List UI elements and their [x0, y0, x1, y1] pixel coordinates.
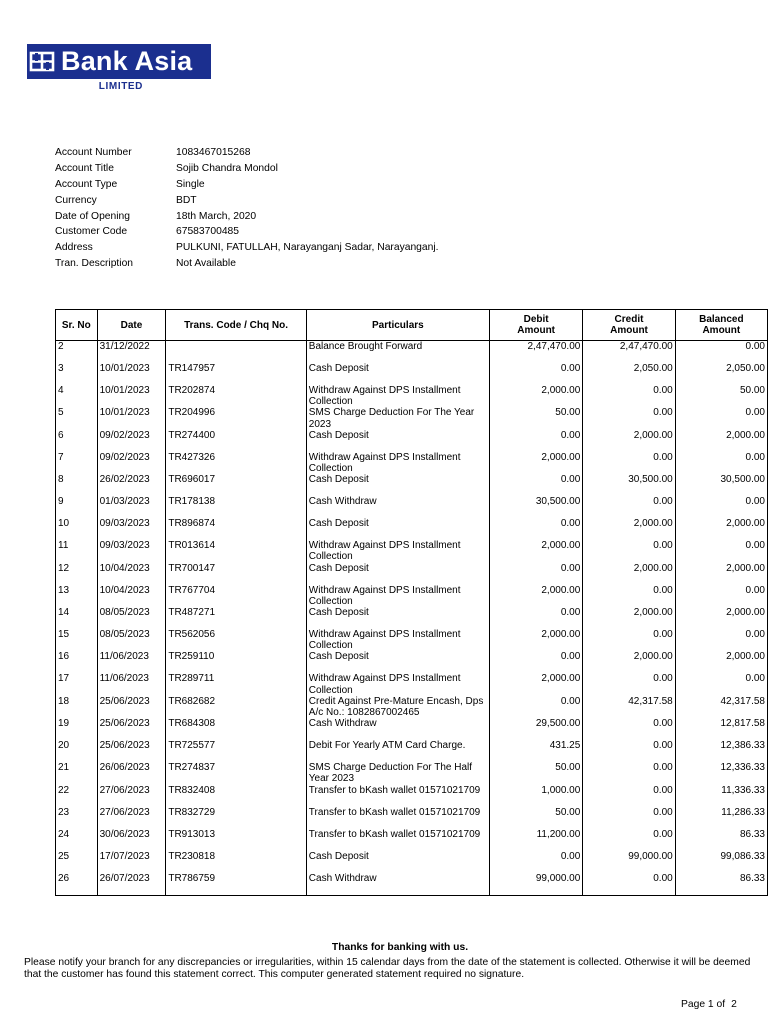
- cell-trans-code: TR696017: [166, 474, 306, 496]
- table-row: [56, 518, 768, 540]
- account-info-label: Account Title: [55, 162, 114, 174]
- cell-debit: 2,000.00: [489, 385, 582, 407]
- cell-credit: 0.00: [583, 873, 675, 896]
- table-header-row: [56, 310, 768, 341]
- table-row: [56, 474, 768, 496]
- cell-particulars: Withdraw Against DPS Installment Collection: [306, 540, 489, 562]
- table-row: [56, 696, 768, 718]
- cell-debit: 11,200.00: [489, 829, 582, 851]
- cell-particulars: Withdraw Against DPS Installment Collection: [306, 585, 489, 607]
- table-row: [56, 651, 768, 673]
- account-info-value: BDT: [176, 194, 197, 206]
- account-info-row: [55, 256, 439, 272]
- cell-particulars: Transfer to bKash wallet 01571021709: [306, 785, 489, 807]
- account-info-row: [55, 224, 439, 240]
- cell-trans-code: TR832408: [166, 785, 306, 807]
- cell-balance: 11,336.33: [675, 785, 767, 807]
- cell-trans-code: TR487271: [166, 607, 306, 629]
- account-info-row: [55, 193, 439, 209]
- cell-particulars: Cash Withdraw: [306, 496, 489, 518]
- cell-debit: 2,000.00: [489, 452, 582, 474]
- thanks-message: Thanks for banking with us.: [331, 942, 469, 953]
- cell-debit: 0.00: [489, 851, 582, 873]
- cell-debit: 99,000.00: [489, 873, 582, 896]
- cell-balance: 42,317.58: [675, 696, 767, 718]
- cell-sr-no: 17: [56, 673, 98, 695]
- cell-particulars: Cash Deposit: [306, 607, 489, 629]
- cell-sr-no: 4: [56, 385, 98, 407]
- column-header-credit-amount: Credit Amount: [583, 310, 675, 341]
- cell-date: 08/05/2023: [97, 607, 166, 629]
- table-row: [56, 740, 768, 762]
- cell-trans-code: TR147957: [166, 363, 306, 385]
- cell-date: 25/06/2023: [97, 696, 166, 718]
- cell-sr-no: 13: [56, 585, 98, 607]
- cell-trans-code: TR427326: [166, 452, 306, 474]
- column-header-debit-amount: Debit Amount: [489, 310, 582, 341]
- cell-date: 09/02/2023: [97, 430, 166, 452]
- cell-trans-code: TR700147: [166, 563, 306, 585]
- cell-sr-no: 23: [56, 807, 98, 829]
- cell-particulars: Cash Deposit: [306, 563, 489, 585]
- cell-balance: 2,000.00: [675, 563, 767, 585]
- cell-trans-code: TR013614: [166, 540, 306, 562]
- cell-credit: 0.00: [583, 740, 675, 762]
- cell-trans-code: TR786759: [166, 873, 306, 896]
- account-info-row: [55, 209, 439, 225]
- cell-particulars: Balance Brought Forward: [306, 341, 489, 364]
- table-row: [56, 341, 768, 364]
- cell-trans-code: TR178138: [166, 496, 306, 518]
- table-row: [56, 762, 768, 784]
- logo-banner: [27, 44, 211, 79]
- cell-date: 09/02/2023: [97, 452, 166, 474]
- cell-sr-no: 2: [56, 341, 98, 364]
- cell-trans-code: TR682682: [166, 696, 306, 718]
- cell-balance: 2,050.00: [675, 363, 767, 385]
- cell-credit: 2,000.00: [583, 607, 675, 629]
- table-row: [56, 851, 768, 873]
- cell-credit: 0.00: [583, 585, 675, 607]
- table-row: [56, 629, 768, 651]
- cell-debit: 2,47,470.00: [489, 341, 582, 364]
- account-info-value: 18th March, 2020: [176, 210, 257, 222]
- cell-date: 10/01/2023: [97, 385, 166, 407]
- statement-notice: Please notify your branch for any discrepancies or irregularities, within 15 calendar days from the date of the statement is collected. Otherwise it will be deemed that the customer has found this statement correct. This computer generated statement required no signature.: [24, 957, 751, 980]
- cell-balance: 0.00: [675, 407, 767, 429]
- cell-sr-no: 22: [56, 785, 98, 807]
- cell-sr-no: 9: [56, 496, 98, 518]
- cell-sr-no: 24: [56, 829, 98, 851]
- cell-date: 27/06/2023: [97, 785, 166, 807]
- column-header-particulars: Particulars: [306, 310, 489, 341]
- cell-trans-code: TR289711: [166, 673, 306, 695]
- cell-particulars: Cash Deposit: [306, 474, 489, 496]
- cell-credit: 2,000.00: [583, 563, 675, 585]
- cell-sr-no: 10: [56, 518, 98, 540]
- cell-credit: 2,000.00: [583, 651, 675, 673]
- cell-particulars: Withdraw Against DPS Installment Collection: [306, 629, 489, 651]
- cell-balance: 0.00: [675, 452, 767, 474]
- cell-date: 10/04/2023: [97, 585, 166, 607]
- bank-asia-emblem-icon: [27, 44, 57, 79]
- cell-debit: 2,000.00: [489, 673, 582, 695]
- column-header-balance-amount: Balanced Amount: [675, 310, 767, 341]
- cell-debit: 0.00: [489, 518, 582, 540]
- cell-debit: 0.00: [489, 651, 582, 673]
- account-info-label: Account Type: [55, 178, 118, 190]
- cell-balance: 0.00: [675, 585, 767, 607]
- cell-date: 31/12/2022: [97, 341, 166, 364]
- table-row: [56, 430, 768, 452]
- cell-balance: 0.00: [675, 540, 767, 562]
- table-row: [56, 718, 768, 740]
- cell-credit: 30,500.00: [583, 474, 675, 496]
- cell-debit: 50.00: [489, 407, 582, 429]
- table-row: [56, 563, 768, 585]
- cell-trans-code: TR767704: [166, 585, 306, 607]
- cell-balance: 0.00: [675, 673, 767, 695]
- table-row: [56, 873, 768, 896]
- account-info-label: Date of Opening: [55, 210, 130, 222]
- account-info-label: Tran. Description: [55, 258, 134, 270]
- cell-sr-no: 14: [56, 607, 98, 629]
- cell-date: 11/06/2023: [97, 673, 166, 695]
- table-row: [56, 363, 768, 385]
- cell-sr-no: 7: [56, 452, 98, 474]
- cell-sr-no: 21: [56, 762, 98, 784]
- cell-sr-no: 11: [56, 540, 98, 562]
- account-info-value: PULKUNI, FATULLAH, Narayanganj Sadar, Narayanganj.: [176, 242, 439, 254]
- cell-particulars: Withdraw Against DPS Installment Collection: [306, 673, 489, 695]
- cell-debit: 29,500.00: [489, 718, 582, 740]
- cell-date: 10/01/2023: [97, 407, 166, 429]
- cell-date: 09/03/2023: [97, 540, 166, 562]
- table-row: [56, 540, 768, 562]
- account-info-label: Account Number: [55, 147, 132, 158]
- cell-debit: 30,500.00: [489, 496, 582, 518]
- cell-particulars: Cash Deposit: [306, 651, 489, 673]
- cell-credit: 0.00: [583, 673, 675, 695]
- cell-debit: 2,000.00: [489, 585, 582, 607]
- cell-particulars: Withdraw Against DPS Installment Collection: [306, 385, 489, 407]
- cell-sr-no: 19: [56, 718, 98, 740]
- cell-credit: 0.00: [583, 385, 675, 407]
- cell-date: 26/06/2023: [97, 762, 166, 784]
- account-info-value: Single: [176, 178, 205, 190]
- cell-credit: 0.00: [583, 718, 675, 740]
- cell-credit: 0.00: [583, 629, 675, 651]
- cell-date: 25/06/2023: [97, 740, 166, 762]
- cell-sr-no: 18: [56, 696, 98, 718]
- cell-particulars: Transfer to bKash wallet 01571021709: [306, 807, 489, 829]
- cell-sr-no: 3: [56, 363, 98, 385]
- cell-balance: 0.00: [675, 341, 767, 364]
- cell-date: 26/02/2023: [97, 474, 166, 496]
- cell-credit: 0.00: [583, 829, 675, 851]
- table-row: [56, 673, 768, 695]
- cell-debit: 2,000.00: [489, 540, 582, 562]
- cell-date: 27/06/2023: [97, 807, 166, 829]
- account-info-label: Address: [55, 242, 93, 254]
- table-row: [56, 452, 768, 474]
- cell-particulars: Credit Against Pre-Mature Encash, Dps A/c No.: 1082867002465: [306, 696, 489, 718]
- page-total: 2: [731, 999, 737, 1010]
- column-header-sr-no: Sr. No: [56, 310, 98, 341]
- cell-balance: 86.33: [675, 873, 767, 896]
- cell-date: 01/03/2023: [97, 496, 166, 518]
- cell-sr-no: 25: [56, 851, 98, 873]
- cell-balance: 0.00: [675, 629, 767, 651]
- cell-credit: 42,317.58: [583, 696, 675, 718]
- table-row: [56, 385, 768, 407]
- account-info-row: [55, 240, 439, 256]
- cell-date: 08/05/2023: [97, 629, 166, 651]
- cell-sr-no: 26: [56, 873, 98, 896]
- bank-logo: [27, 44, 211, 92]
- account-info-value: Sojib Chandra Mondol: [176, 162, 278, 174]
- cell-balance: 12,336.33: [675, 762, 767, 784]
- cell-balance: 2,000.00: [675, 518, 767, 540]
- table-row: [56, 407, 768, 429]
- cell-credit: 0.00: [583, 762, 675, 784]
- cell-trans-code: TR725577: [166, 740, 306, 762]
- cell-trans-code: TR274400: [166, 430, 306, 452]
- cell-balance: 12,386.33: [675, 740, 767, 762]
- cell-sr-no: 6: [56, 430, 98, 452]
- cell-credit: 0.00: [583, 807, 675, 829]
- cell-particulars: Cash Withdraw: [306, 873, 489, 896]
- cell-debit: 0.00: [489, 474, 582, 496]
- cell-debit: 50.00: [489, 762, 582, 784]
- bank-suffix: LIMITED: [98, 81, 143, 92]
- cell-sr-no: 5: [56, 407, 98, 429]
- cell-balance: 0.00: [675, 496, 767, 518]
- table-row: [56, 785, 768, 807]
- account-info-value: Not Available: [176, 258, 236, 270]
- cell-particulars: Withdraw Against DPS Installment Collection: [306, 452, 489, 474]
- cell-debit: 2,000.00: [489, 629, 582, 651]
- cell-particulars: Cash Withdraw: [306, 718, 489, 740]
- table-row: [56, 607, 768, 629]
- cell-debit: 0.00: [489, 363, 582, 385]
- cell-trans-code: TR230818: [166, 851, 306, 873]
- page-label: Page 1 of: [681, 999, 726, 1010]
- cell-particulars: Debit For Yearly ATM Card Charge.: [306, 740, 489, 762]
- bank-name: Bank Asia: [61, 46, 193, 76]
- cell-trans-code: TR204996: [166, 407, 306, 429]
- account-info-row: [55, 145, 439, 161]
- cell-credit: 0.00: [583, 496, 675, 518]
- account-info-row: [55, 177, 439, 193]
- cell-debit: 431.25: [489, 740, 582, 762]
- cell-sr-no: 15: [56, 629, 98, 651]
- cell-trans-code: TR913013: [166, 829, 306, 851]
- cell-credit: 0.00: [583, 785, 675, 807]
- table-row: [56, 496, 768, 518]
- table-row: [56, 585, 768, 607]
- account-info-label: Customer Code: [55, 226, 128, 238]
- account-info-row: [55, 161, 439, 177]
- cell-date: 11/06/2023: [97, 651, 166, 673]
- cell-credit: 2,47,470.00: [583, 341, 675, 364]
- cell-particulars: Cash Deposit: [306, 363, 489, 385]
- cell-sr-no: 16: [56, 651, 98, 673]
- cell-balance: 2,000.00: [675, 651, 767, 673]
- cell-balance: 2,000.00: [675, 430, 767, 452]
- cell-credit: 2,000.00: [583, 518, 675, 540]
- cell-date: 09/03/2023: [97, 518, 166, 540]
- cell-particulars: SMS Charge Deduction For The Year 2023: [306, 407, 489, 429]
- cell-date: 10/04/2023: [97, 563, 166, 585]
- cell-date: 25/06/2023: [97, 718, 166, 740]
- cell-trans-code: TR896874: [166, 518, 306, 540]
- cell-debit: 0.00: [489, 563, 582, 585]
- cell-trans-code: TR562056: [166, 629, 306, 651]
- cell-credit: 0.00: [583, 407, 675, 429]
- cell-date: 10/01/2023: [97, 363, 166, 385]
- transactions-table: [55, 309, 768, 896]
- table-row: [56, 807, 768, 829]
- cell-credit: 0.00: [583, 452, 675, 474]
- cell-credit: 2,000.00: [583, 430, 675, 452]
- cell-trans-code: TR684308: [166, 718, 306, 740]
- cell-balance: 99,086.33: [675, 851, 767, 873]
- cell-particulars: SMS Charge Deduction For The Half Year 2023: [306, 762, 489, 784]
- cell-trans-code: TR274837: [166, 762, 306, 784]
- column-header-trans-code: Trans. Code / Chq No.: [166, 310, 306, 341]
- cell-debit: 0.00: [489, 696, 582, 718]
- cell-balance: 11,286.33: [675, 807, 767, 829]
- cell-sr-no: 20: [56, 740, 98, 762]
- cell-debit: 1,000.00: [489, 785, 582, 807]
- cell-trans-code: TR202874: [166, 385, 306, 407]
- cell-debit: 0.00: [489, 430, 582, 452]
- cell-particulars: Cash Deposit: [306, 430, 489, 452]
- cell-particulars: Transfer to bKash wallet 01571021709: [306, 829, 489, 851]
- cell-credit: 2,050.00: [583, 363, 675, 385]
- cell-trans-code: TR832729: [166, 807, 306, 829]
- account-info-value: 1083467015268: [176, 147, 251, 158]
- cell-particulars: Cash Deposit: [306, 518, 489, 540]
- cell-balance: 50.00: [675, 385, 767, 407]
- cell-credit: 99,000.00: [583, 851, 675, 873]
- cell-date: 30/06/2023: [97, 829, 166, 851]
- cell-debit: 50.00: [489, 807, 582, 829]
- cell-debit: 0.00: [489, 607, 582, 629]
- cell-particulars: Cash Deposit: [306, 851, 489, 873]
- cell-balance: 86.33: [675, 829, 767, 851]
- cell-trans-code: TR259110: [166, 651, 306, 673]
- account-info: [55, 145, 439, 272]
- page-indicator: [681, 999, 743, 1010]
- cell-date: 26/07/2023: [97, 873, 166, 896]
- cell-sr-no: 12: [56, 563, 98, 585]
- table-row: [56, 829, 768, 851]
- column-header-date: Date: [97, 310, 166, 341]
- cell-balance: 30,500.00: [675, 474, 767, 496]
- cell-trans-code: [166, 341, 306, 364]
- account-info-value: 67583700485: [176, 226, 239, 238]
- cell-sr-no: 8: [56, 474, 98, 496]
- cell-date: 17/07/2023: [97, 851, 166, 873]
- account-info-label: Currency: [55, 194, 97, 206]
- cell-balance: 2,000.00: [675, 607, 767, 629]
- cell-balance: 12,817.58: [675, 718, 767, 740]
- cell-credit: 0.00: [583, 540, 675, 562]
